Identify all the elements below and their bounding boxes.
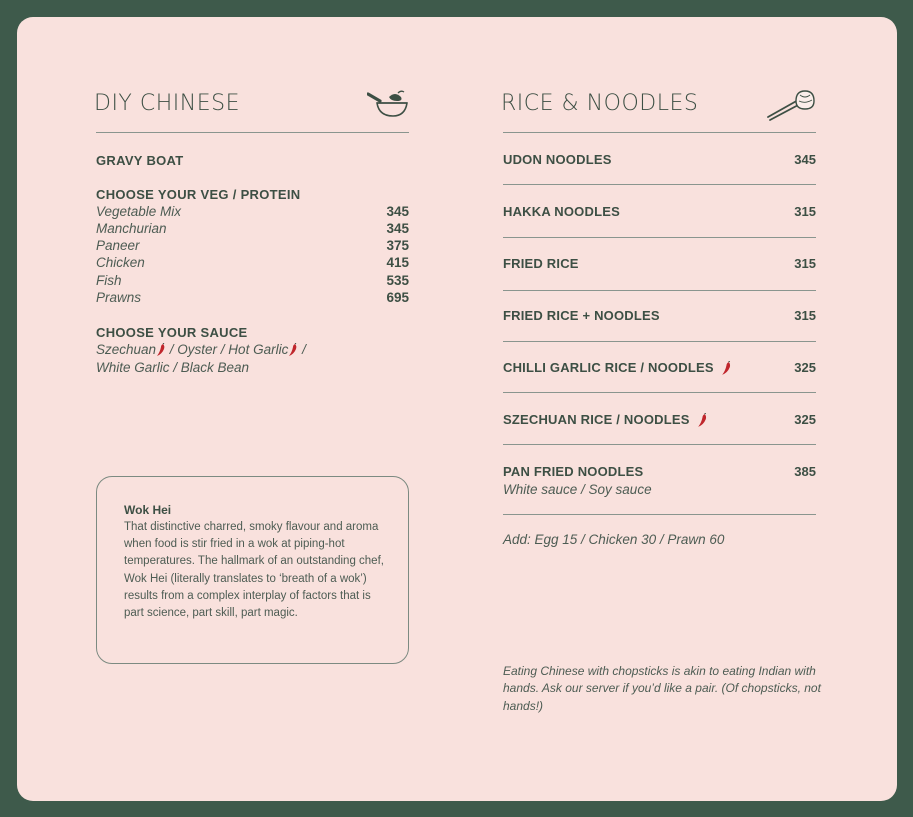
divider [503,392,816,393]
wok-hei-callout [96,476,409,664]
item-name: FRIED RICE + NOODLES [503,308,660,323]
divider [503,444,816,445]
item-price: 375 [386,238,409,253]
list-item [96,221,409,238]
item-name: UDON NOODLES [503,152,612,167]
item-price: 385 [794,464,816,479]
chili-icon [288,343,298,357]
sauce-oyster-hot-garlic: / Oyster / Hot Garlic [166,342,289,357]
item-price: 345 [386,204,409,219]
item-price: 315 [794,204,816,219]
item-name: Manchurian [96,221,167,236]
list-item [96,255,409,272]
wok-hei-description: That distinctive charred, smoky flavour and aroma when food is stir fried in a wok at piping-hot temperatures. The hallmark of an outstanding chef, Wok Hei (literally translates to ‘breath of a wok’) results from a complex interplay of factors that is part science, part skill, part magic. [124,521,384,620]
chili-icon [156,343,166,357]
rice-noodles-header [503,89,816,133]
item-name: Vegetable Mix [96,204,182,219]
wok-hei-title: Wok Hei [124,503,172,517]
divider [503,290,816,291]
sauce-separator: / [298,342,306,357]
sauce-line-2: White Garlic / Black Bean [96,359,250,375]
item-name: Paneer [96,238,140,253]
sauce-heading: CHOOSE YOUR SAUCE [96,325,248,340]
menu-card [17,17,897,801]
sauce-options [96,341,409,376]
chili-icon [721,361,732,376]
list-item [96,204,409,221]
divider [503,237,816,238]
item-price: 325 [794,412,816,427]
item-price: 315 [794,256,816,271]
item-name: Fish [96,273,122,288]
item-price: 345 [794,152,816,167]
chili-icon [697,413,708,428]
item-price: 695 [386,290,409,305]
item-name: SZECHUAN RICE / NOODLES [503,412,708,428]
gravy-boat-heading: GRAVY BOAT [96,153,184,168]
item-name: CHILLI GARLIC RICE / NOODLES [503,360,732,376]
chopsticks-footnote: Eating Chinese with chopsticks is akin to eating Indian with hands. Ask our server if you’d like a pair. (Of chopsticks, not hands!) [503,664,821,713]
item-price: 415 [386,255,409,270]
item-name: PAN FRIED NOODLES [503,464,644,479]
item-price: 345 [386,221,409,236]
item-name: Prawns [96,290,142,305]
item-name: HAKKA NOODLES [503,204,620,219]
item-name: FRIED RICE [503,256,579,271]
item-price: 325 [794,360,816,375]
list-item [96,290,409,307]
item-price: 315 [794,308,816,323]
wok-icon [367,89,409,124]
section-title: RICE & NOODLES [501,91,699,116]
chopsticks-dumpling-icon [766,89,816,126]
divider [96,132,409,133]
item-price: 535 [386,273,409,288]
divider [503,341,816,342]
item-name: Chicken [96,255,145,270]
add-ons-note: Add: Egg 15 / Chicken 30 / Prawn 60 [503,532,725,547]
divider [503,184,816,185]
divider [503,132,816,133]
list-item [96,273,409,290]
protein-heading: CHOOSE YOUR VEG / PROTEIN [96,187,301,202]
divider [503,514,816,515]
item-options: White sauce / Soy sauce [503,482,652,497]
diy-chinese-header [96,89,409,133]
list-item [96,238,409,255]
section-title: DIY CHINESE [94,91,240,116]
sauce-szechuan: Szechuan [96,342,157,357]
